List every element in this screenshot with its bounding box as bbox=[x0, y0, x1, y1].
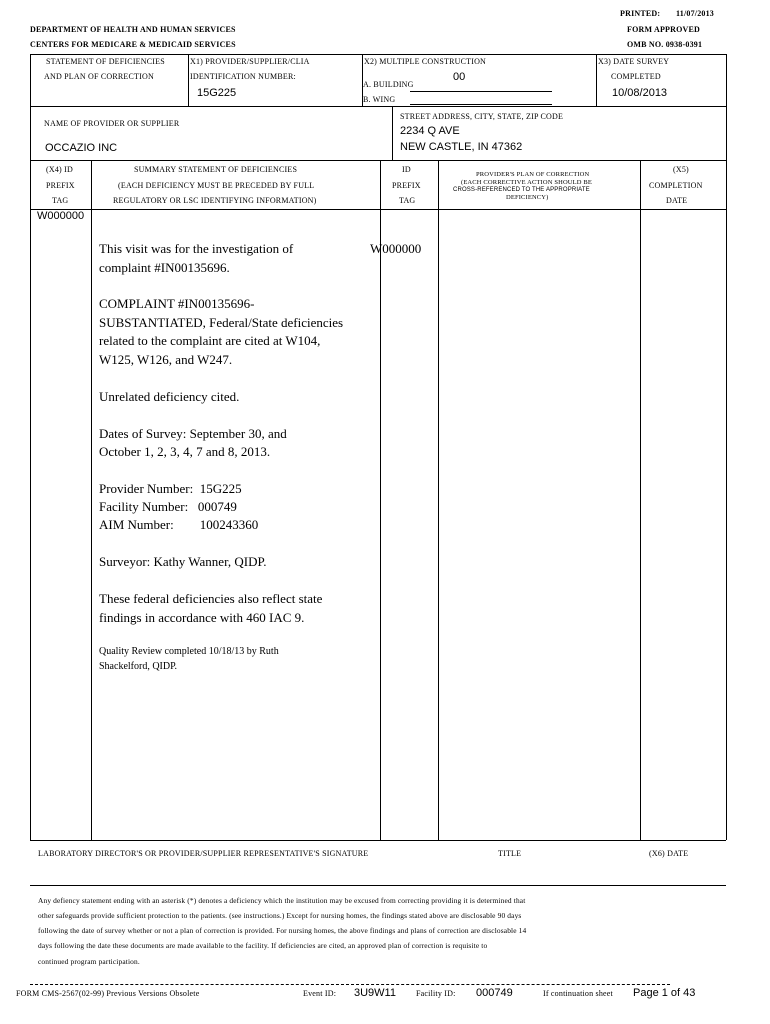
summary-paragraph-1: This visit was for the investigation of complaint #IN00135696. bbox=[99, 241, 294, 275]
left-tag: W000000 bbox=[37, 210, 85, 222]
address-label: STREET ADDRESS, CITY, STATE, ZIP CODE bbox=[400, 112, 564, 121]
x4-header-2: PREFIX bbox=[46, 181, 75, 190]
surveyor-line: Surveyor: Kathy Wanner, QIDP. bbox=[99, 554, 267, 569]
disclaimer-line-3: following the date of survey whether or not a plan of correction is provided. For nursing homes, the above findings and plans of correction are disclosable 14 bbox=[38, 926, 527, 935]
plan-header-2: (EACH CORRECTIVE ACTION SHOULD BE bbox=[461, 179, 592, 186]
event-id-label: Event ID: bbox=[303, 989, 337, 998]
survey-date-value: 10/08/2013 bbox=[612, 87, 668, 99]
omb-number: OMB NO. 0938-0391 bbox=[627, 40, 703, 49]
x1-label-2: IDENTIFICATION NUMBER: bbox=[190, 72, 296, 81]
statement-label-1: STATEMENT OF DEFICIENCIES bbox=[46, 57, 165, 66]
provider-name-label: NAME OF PROVIDER OR SUPPLIER bbox=[44, 119, 180, 128]
printed-label: PRINTED: bbox=[620, 9, 661, 18]
facility-id-label: Facility ID: bbox=[416, 989, 456, 998]
x5-header-2: COMPLETION bbox=[649, 181, 703, 190]
plan-header-3: CROSS-REFERENCED TO THE APPROPRIATE bbox=[453, 187, 590, 193]
page-number: Page 1 of 43 bbox=[633, 987, 696, 999]
facility-number-line: Facility Number: 000749 bbox=[99, 499, 237, 514]
x3-label-1: X3) DATE SURVEY bbox=[598, 57, 670, 66]
provider-number-line: Provider Number: 15G225 bbox=[99, 481, 242, 496]
facility-id-value: 000749 bbox=[476, 987, 513, 999]
quality-review-note: Quality Review completed 10/18/13 by Ruth Shackelford, QIDP. bbox=[99, 646, 279, 672]
survey-dates-line-2: October 1, 2, 3, 4, 7 and 8, 2013. bbox=[99, 444, 271, 459]
building-label: A. BUILDING bbox=[363, 80, 414, 89]
id-header-2: PREFIX bbox=[392, 181, 421, 190]
title-label: TITLE bbox=[498, 849, 522, 858]
x6-date-label: (X6) DATE bbox=[649, 849, 689, 858]
summary-header-2: (EACH DEFICIENCY MUST BE PRECEDED BY FULL bbox=[118, 181, 315, 190]
disclaimer-line-4: days following the date these documents are made available to the facility. If deficiencies are cited, an approved plan of correction is requisite to bbox=[38, 941, 488, 950]
address-line-2: NEW CASTLE, IN 47362 bbox=[400, 141, 523, 153]
form-approved: FORM APPROVED bbox=[627, 25, 701, 34]
cms-title: CENTERS FOR MEDICARE & MEDICAID SERVICES bbox=[30, 40, 236, 49]
x4-header-1: (X4) ID bbox=[46, 165, 73, 174]
form-number: FORM CMS-2567(02-99) Previous Versions Obsolete bbox=[16, 989, 200, 998]
x2-label: X2) MULTIPLE CONSTRUCTION bbox=[364, 57, 487, 66]
disclaimer-line-5: continued program participation. bbox=[38, 957, 140, 966]
disclaimer-line-2: other safeguards provide sufficient protection to the patients. (see instructions.) Except for nursing homes, the findings stated above are disclosable 90 days bbox=[38, 911, 522, 920]
disclaimer-line-1: Any defiency statement ending with an asterisk (*) denotes a deficiency which the institution may be excused from correcting providing it is determined that bbox=[38, 896, 526, 905]
summary-paragraph-3: Unrelated deficiency cited. bbox=[99, 389, 240, 404]
aim-number-line: AIM Number: 100243360 bbox=[99, 517, 259, 532]
event-id-value: 3U9W11 bbox=[354, 987, 396, 999]
building-value: 00 bbox=[453, 71, 466, 83]
wing-label: B. WING bbox=[363, 95, 396, 104]
id-header-1: ID bbox=[402, 165, 411, 174]
provider-id-value: 15G225 bbox=[197, 87, 237, 99]
department-title: DEPARTMENT OF HEALTH AND HUMAN SERVICES bbox=[30, 25, 236, 34]
x3-label-2: COMPLETED bbox=[611, 72, 661, 81]
continuation-label: If continuation sheet bbox=[543, 989, 613, 998]
x1-label-1: X1) PROVIDER/SUPPLIER/CLIA bbox=[190, 57, 310, 66]
id-header-3: TAG bbox=[399, 196, 416, 205]
x5-header-1: (X5) bbox=[673, 165, 689, 174]
plan-header-4: DEFICIENCY) bbox=[506, 194, 549, 201]
survey-dates-line-1: Dates of Survey: September 30, and bbox=[99, 426, 287, 441]
x4-header-3: TAG bbox=[52, 196, 69, 205]
summary-header-1: SUMMARY STATEMENT OF DEFICIENCIES bbox=[134, 165, 298, 174]
right-tag: W000000 bbox=[370, 241, 422, 256]
x5-header-3: DATE bbox=[666, 196, 688, 205]
plan-header-1: PROVIDER'S PLAN OF CORRECTION bbox=[476, 171, 590, 178]
provider-name-value: OCCAZIO INC bbox=[45, 142, 118, 154]
address-line-1: 2234 Q AVE bbox=[400, 125, 460, 137]
statement-label-2: AND PLAN OF CORRECTION bbox=[44, 72, 154, 81]
printed-date: 11/07/2013 bbox=[676, 9, 715, 18]
signature-label: LABORATORY DIRECTOR'S OR PROVIDER/SUPPLIER REPRESENTATIVE'S SIGNATURE bbox=[38, 849, 369, 858]
summary-paragraph-2: COMPLAINT #IN00135696- SUBSTANTIATED, Federal/State deficiencies related to the complaint are cited at W104, W125, W126, and W247. bbox=[99, 296, 344, 367]
summary-paragraph-7: These federal deficiencies also reflect state findings in accordance with 460 IAC 9. bbox=[99, 591, 323, 625]
summary-header-3: REGULATORY OR LSC IDENTIFYING INFORMATION) bbox=[113, 196, 317, 205]
